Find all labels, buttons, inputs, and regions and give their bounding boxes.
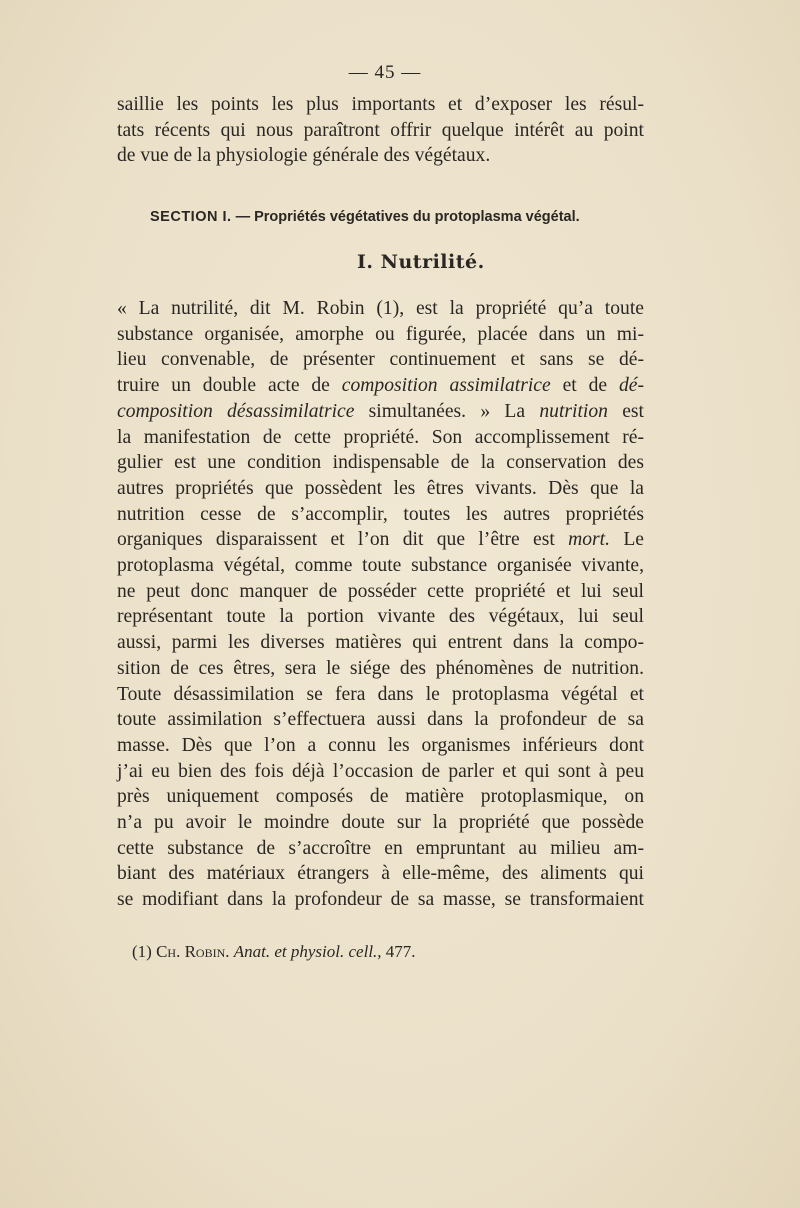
section-heading [150,209,620,225]
text-line: Toute désassimilation se fera dans le protoplasma végétal et [117,683,644,705]
italic-term: mort. [568,529,610,551]
text-line: organiques disparaissent et l’on dit que l’être est mort. Le [117,529,644,551]
subsection-title: I. Nutrilité. [357,251,485,273]
text-line: ne peut donc manquer de posséder cette propriété et lui seul [117,580,644,602]
text-line: masse. Dès que l’on a connu les organismes inférieurs dont [117,734,644,756]
text-line: de vue de la physiologie générale des végétaux. [117,145,491,167]
section-title: — Propriétés végétatives du protoplasma végétal. [235,209,580,225]
intro-paragraph [117,92,644,169]
text-line: tats récents qui nous paraîtront offrir quelque intérêt au point [117,119,644,141]
text-line: se modifiant dans la profondeur de sa masse, se transformaient [117,889,644,911]
page-number: — 45 — [348,62,422,83]
text-line: truire un double acte de composition assimilatrice et de dé- [117,375,645,397]
text-line: lieu convenable, de présenter continuement et sans se dé- [117,349,644,371]
italic-term: nutrition [539,400,608,422]
text-line: sition de ces êtres, sera le siége des phénomènes de nutrition. [117,657,644,679]
footnote-page: 477. [385,942,416,961]
text-line: biant des matériaux étrangers à elle-même, des aliments qui [117,863,644,885]
text-line: gulier est une condition indispensable de la conservation des [117,452,644,474]
italic-term: composition assimilatrice [341,375,551,397]
section-label: SECTION I. [150,209,232,225]
footnote-author: Ch. Robin. [156,942,230,961]
italic-term: composition désassimilatrice [117,400,355,422]
text-line: n’a pu avoir le moindre doute sur la propriété que possède [117,812,644,834]
footnote-work: Anat. et physiol. cell., [233,942,382,961]
text-line: saillie les points les plus importants et d’exposer les résul- [117,94,644,115]
text-line: près uniquement composés de matière protoplasmique, on [117,786,644,808]
text-line: représentant toute la portion vivante des végétaux, lui seul [117,606,644,628]
text-line: autres propriétés que possèdent les êtres vivants. Dès que la [117,477,644,499]
text-line: j’ai eu bien des fois déjà l’occasion de parler et qui sont à peu [117,760,644,782]
italic-term: dé- [618,375,645,397]
text-line: composition désassimilatrice simultanées. » La nutrition est [117,400,644,422]
text-line: nutrition cesse de s’accomplir, toutes les autres propriétés [117,503,644,525]
text-line: « La nutrilité, dit M. Robin (1), est la propriété qu’a toute [117,298,644,319]
text-line: cette substance de s’accroître en empruntant au milieu am- [117,837,644,859]
text-line: protoplasma végétal, comme toute substance organisée vivante, [117,555,644,577]
text-line: toute assimilation s’effectuera aussi dans la profondeur de sa [117,709,644,731]
text-line: aussi, parmi les diverses matières qui entrent dans la compo- [117,632,644,654]
footnote [132,942,416,962]
text-line: substance organisée, amorphe ou figurée, placée dans un mi- [117,323,644,345]
main-paragraph [117,296,644,913]
footnote-marker: (1) [132,942,152,961]
text-line: la manifestation de cette propriété. Son accomplissement ré- [117,426,644,448]
